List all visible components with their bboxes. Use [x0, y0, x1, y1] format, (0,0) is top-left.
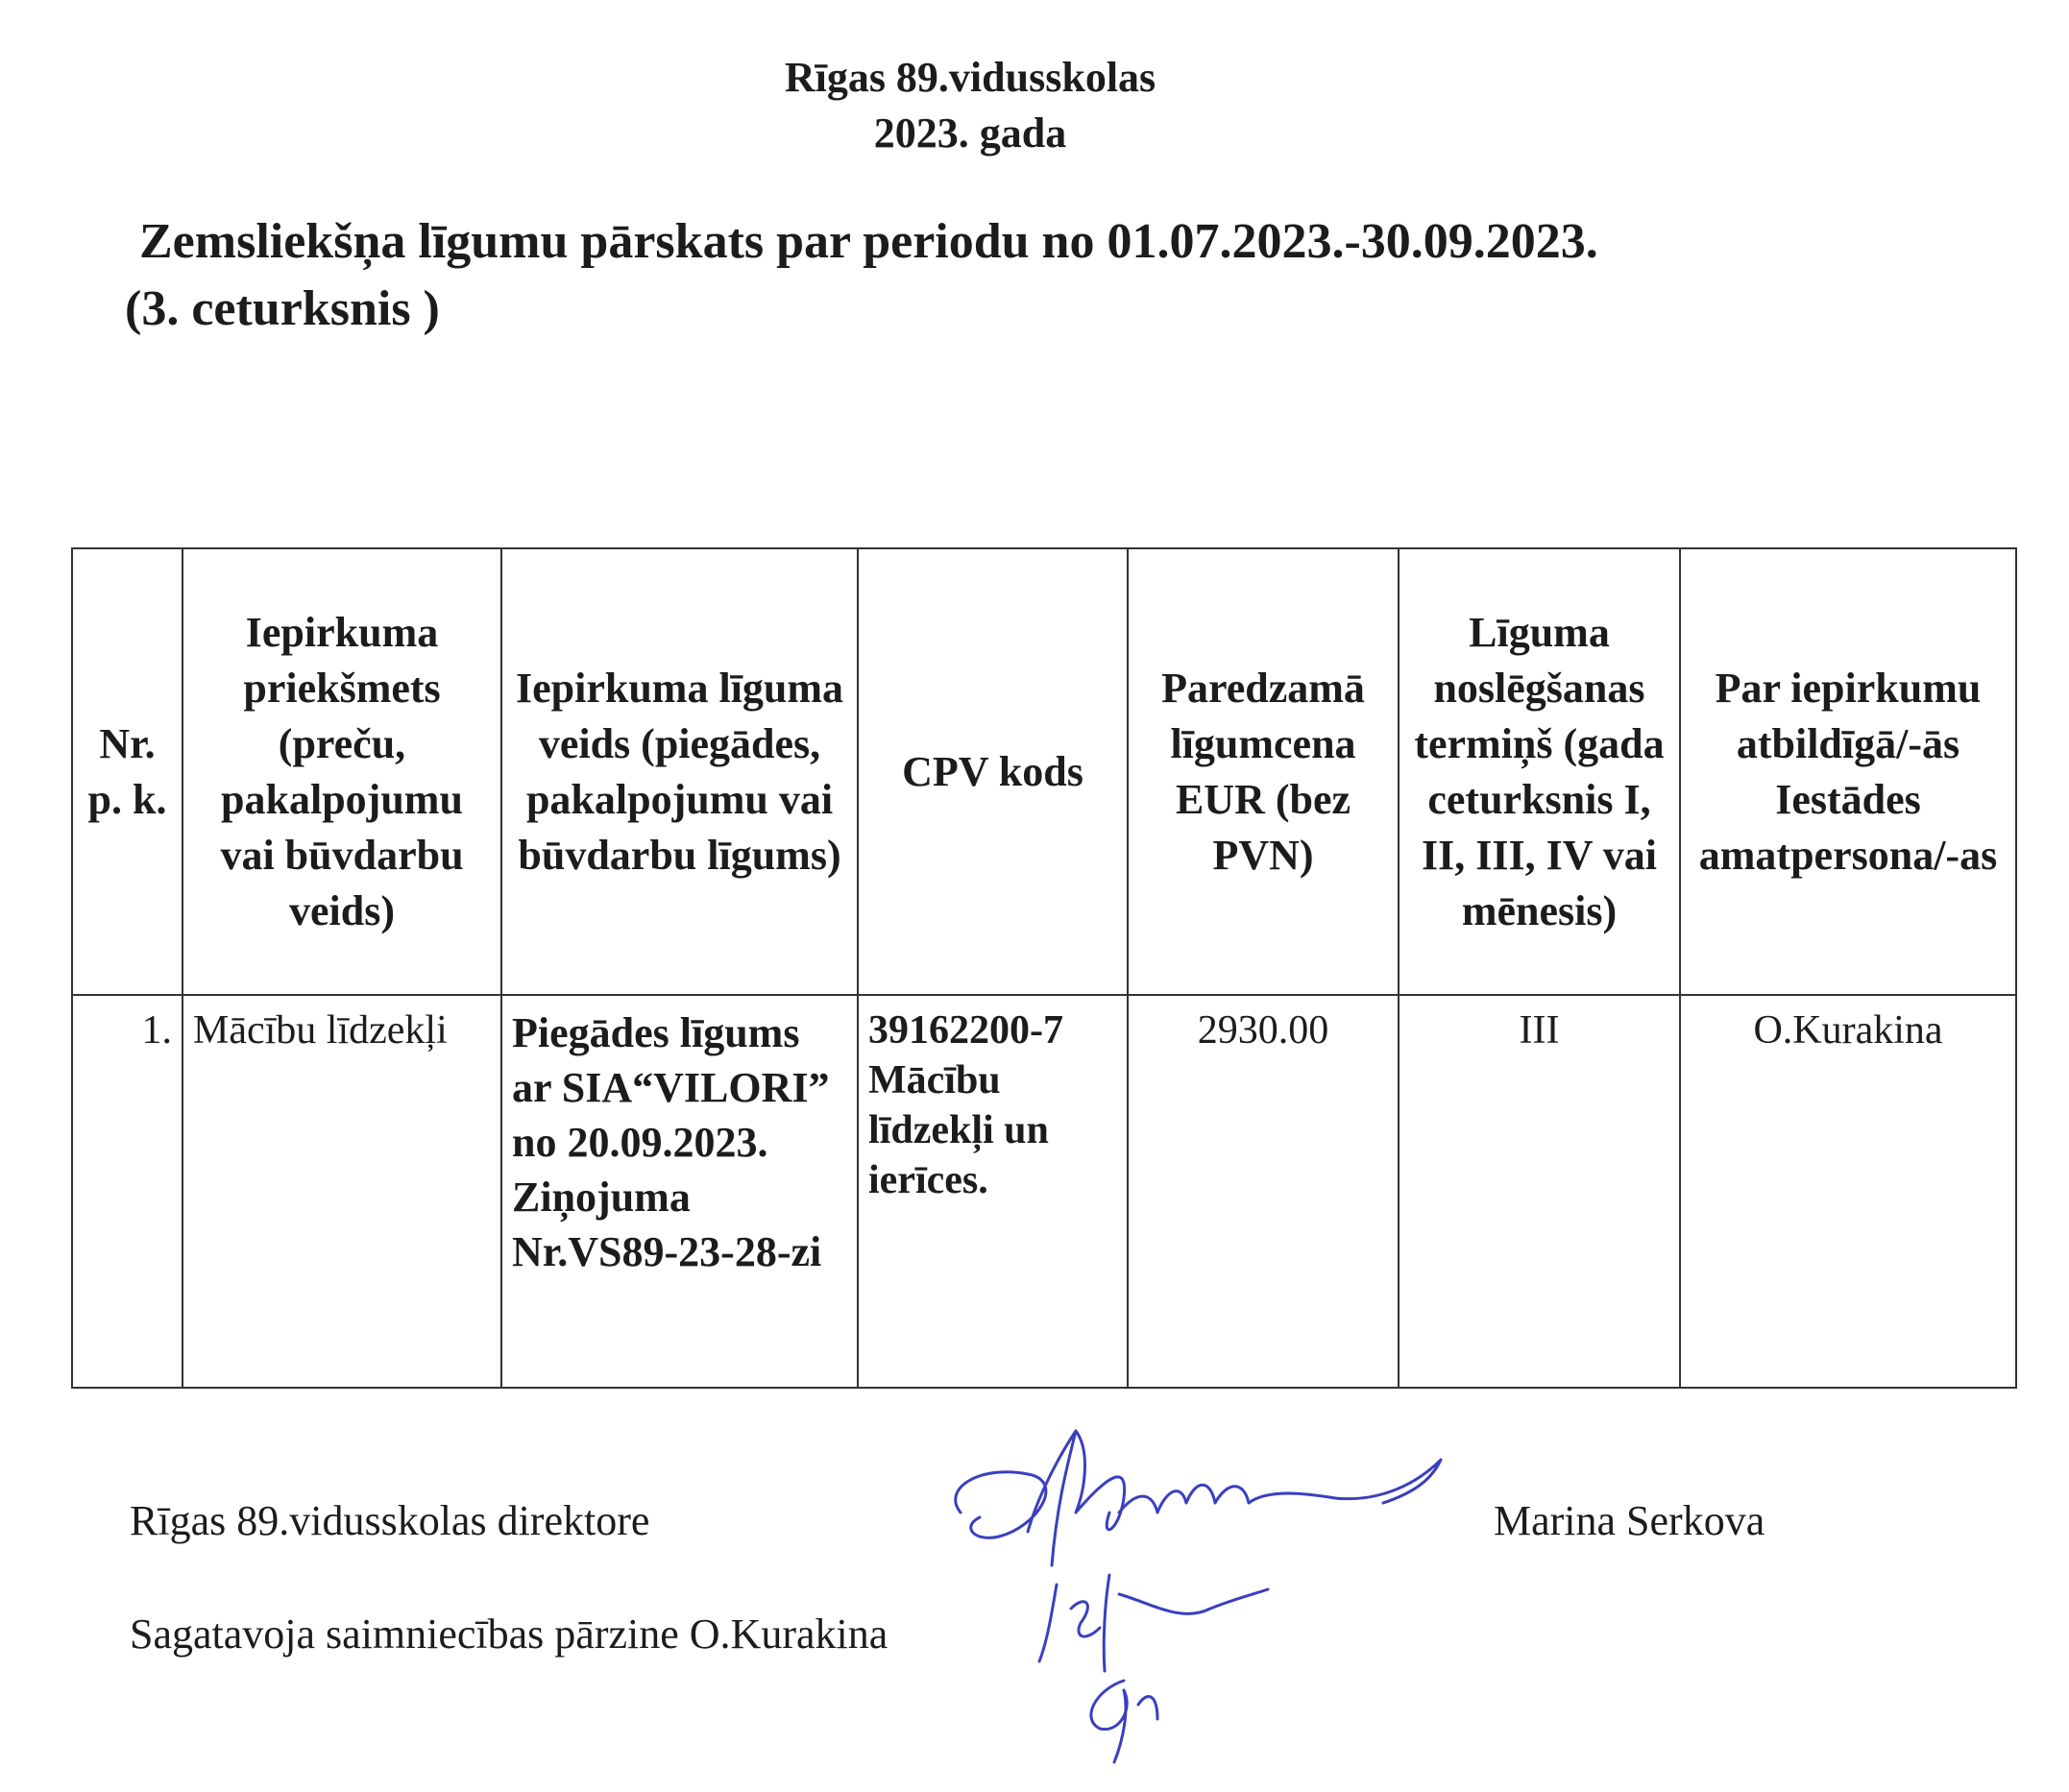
- cell-price: 2930.00: [1128, 995, 1399, 1388]
- cell-contract-type: Piegādes līgums ar SIA“VILORI” no 20.09.2023. Ziņojuma Nr.VS89-23-28-zi: [501, 995, 858, 1388]
- header-cpv: CPV kods: [858, 548, 1128, 995]
- prepared-by-label: Sagatavoja saimniecības pārzine O.Kurakina: [130, 1610, 888, 1658]
- director-name: Marina Serkova: [1494, 1497, 1765, 1544]
- cell-nr: 1.: [72, 995, 183, 1388]
- preparer-signature: [1028, 1565, 1278, 1767]
- table-row: [72, 995, 2016, 1388]
- header-contract-type: Iepirkuma līguma veids (piegādes, pakalpojumu vai būvdarbu līgums): [501, 548, 858, 995]
- report-title: Zemsliekšņa līgumu pārskats par periodu no 01.07.2023.-30.09.2023.: [139, 214, 1598, 269]
- cell-cpv: 39162200-7 Mācību līdzekļi un ierīces.: [858, 995, 1128, 1388]
- header-responsible: Par iepirkumu atbildīgā/-ās Iestādes amatpersona/-as: [1680, 548, 2016, 995]
- table-header-row: [72, 548, 2016, 995]
- header-subject: Iepirkuma priekšmets (preču, pakalpojumu vai būvdarbu veids): [183, 548, 501, 995]
- header-price: Paredzamā līgumcena EUR (bez PVN): [1128, 548, 1399, 995]
- school-name: Rīgas 89.vidusskolas: [784, 54, 1156, 101]
- header-term: Līguma noslēgšanas termiņš (gada ceturksnis I, II, III, IV vai mēnesis): [1399, 548, 1680, 995]
- cell-responsible: O.Kurakina: [1680, 995, 2016, 1388]
- director-signature: [922, 1421, 1460, 1585]
- cell-term: III: [1399, 995, 1680, 1388]
- header-nr: Nr. p. k.: [72, 548, 183, 995]
- contracts-table: [71, 547, 2017, 1389]
- director-label: Rīgas 89.vidusskolas direktore: [130, 1497, 650, 1544]
- report-period: (3. ceturksnis ): [125, 281, 440, 336]
- report-year: 2023. gada: [873, 109, 1067, 157]
- cell-subject: Mācību līdzekļi: [183, 995, 501, 1388]
